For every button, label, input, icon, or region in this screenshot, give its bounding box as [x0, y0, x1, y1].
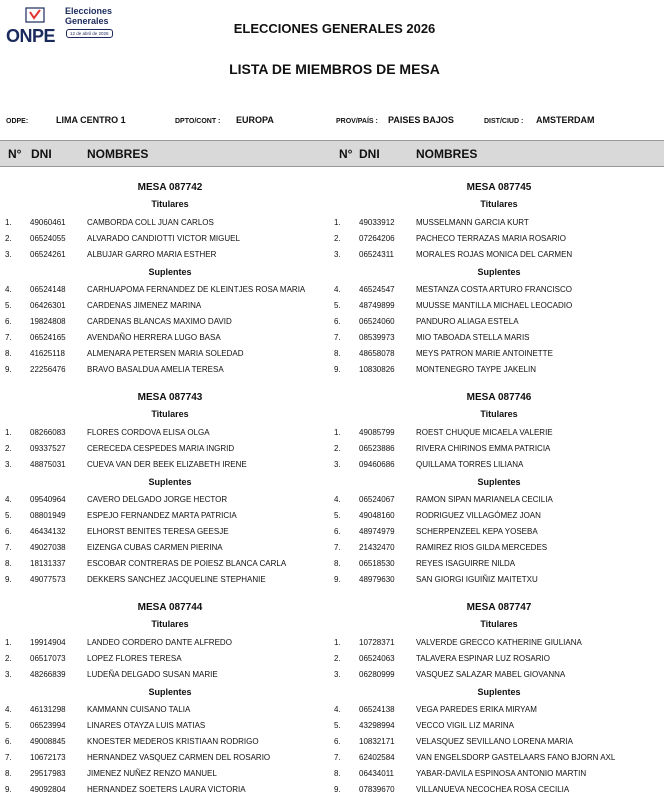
row-number: 2. [5, 654, 12, 663]
row-name: PACHECO TERRAZAS MARIA ROSARIO [416, 234, 566, 243]
row-name: LUDEÑA DELGADO SUSAN MARIE [87, 670, 218, 679]
col-no: N° [339, 147, 353, 161]
row-number: 8. [5, 349, 12, 358]
row-name: ALVARADO CANDIOTTI VICTOR MIGUEL [87, 234, 240, 243]
row-dni: 62402584 [359, 753, 395, 762]
row-name: ROEST CHUQUE MICAELA VALERIE [416, 428, 553, 437]
row-number: 2. [5, 234, 12, 243]
row-number: 3. [5, 250, 12, 259]
row-name: CARDENAS BLANCAS MAXIMO DAVID [87, 317, 232, 326]
meta-dist: DIST/CIUD : [484, 118, 524, 125]
row-dni: 22256476 [30, 365, 66, 374]
row-number: 9. [334, 365, 341, 374]
row-name: VILLANUEVA NECOCHEA ROSA CECILIA [416, 785, 570, 794]
row-number: 8. [5, 769, 12, 778]
row-name: REYES ISAGUIRRE NILDA [416, 559, 516, 568]
row-dni: 48875031 [30, 460, 66, 469]
col-dni: DNI [359, 147, 380, 161]
row-dni: 48974979 [359, 527, 395, 536]
row-dni: 06524148 [30, 285, 66, 294]
row-number: 9. [334, 785, 341, 794]
meta-dpto-value: EUROPA [236, 115, 274, 125]
col-nombres: NOMBRES [87, 147, 149, 161]
row-number: 4. [5, 285, 12, 294]
row-number: 5. [334, 721, 341, 730]
row-name: LINARES OTAYZA LUIS MATIAS [87, 721, 206, 730]
row-number: 3. [5, 460, 12, 469]
row-number: 5. [334, 301, 341, 310]
row-name: SAN GIORGI IGUIÑIZ MAITETXU [416, 575, 538, 584]
row-number: 8. [5, 559, 12, 568]
row-name: CERECEDA CESPEDES MARIA INGRID [87, 444, 235, 453]
row-dni: 49027038 [30, 543, 66, 552]
row-name: AVENDAÑO HERRERA LUGO BASA [87, 333, 221, 342]
row-name: CAVERO DELGADO JORGE HECTOR [87, 495, 228, 504]
row-dni: 49048160 [359, 511, 395, 520]
row-number: 2. [334, 234, 341, 243]
row-dni: 06518530 [359, 559, 395, 568]
row-dni: 09540964 [30, 495, 66, 504]
row-number: 2. [5, 444, 12, 453]
row-number: 6. [5, 317, 12, 326]
row-dni: 10832171 [359, 737, 395, 746]
row-dni: 46434132 [30, 527, 66, 536]
mesa-title: MESA 087745 [466, 182, 532, 193]
row-name: KAMMANN CUISANO TALIA [87, 705, 191, 714]
row-number: 1. [5, 428, 12, 437]
row-dni: 19824808 [30, 317, 66, 326]
row-dni: 06434011 [359, 769, 394, 778]
row-name: VALVERDE GRECCO KATHERINE GIULIANA [416, 638, 582, 647]
row-number: 6. [334, 737, 341, 746]
row-dni: 08539973 [359, 333, 395, 342]
suplentes-label: Suplentes [148, 687, 192, 697]
row-name: KNOESTER MEDEROS KRISTIAAN RODRIGO [87, 737, 259, 746]
row-name: CARHUAPOMA FERNANDEZ DE KLEINTJES ROSA MARIA [87, 285, 306, 294]
suplentes-label: Suplentes [148, 477, 192, 487]
row-name: VASQUEZ SALAZAR MABEL GIOVANNA [416, 670, 566, 679]
mesa-title: MESA 087744 [137, 602, 203, 613]
row-number: 6. [5, 737, 12, 746]
row-number: 2. [334, 654, 341, 663]
row-dni: 10728371 [359, 638, 395, 647]
row-number: 3. [334, 250, 341, 259]
row-name: MEYS PATRON MARIE ANTOINETTE [416, 349, 553, 358]
row-dni: 06426301 [30, 301, 66, 310]
row-name: CAMBORDA COLL JUAN CARLOS [87, 218, 214, 227]
row-name: QUILLAMA TORRES LILIANA [416, 460, 524, 469]
row-dni: 29517983 [30, 769, 66, 778]
row-number: 7. [334, 543, 341, 552]
page-subtitle: LISTA DE MIEMBROS DE MESA [229, 61, 440, 77]
row-number: 7. [5, 753, 12, 762]
row-dni: 49033912 [359, 218, 395, 227]
row-name: RIVERA CHIRINOS EMMA PATRICIA [416, 444, 551, 453]
row-dni: 06524063 [359, 654, 395, 663]
row-name: ELHORST BENITES TERESA GEESJE [87, 527, 229, 536]
titulares-label: Titulares [480, 619, 518, 629]
row-number: 9. [334, 575, 341, 584]
row-number: 1. [334, 428, 341, 437]
col-dni: DNI [31, 147, 52, 161]
meta-odpe: ODPE: [6, 118, 29, 125]
row-dni: 09460686 [359, 460, 395, 469]
row-number: 8. [334, 559, 341, 568]
meta-dpto: DPTO/CONT : [175, 118, 221, 125]
row-dni: 49060461 [30, 218, 66, 227]
row-number: 1. [5, 218, 12, 227]
row-dni: 06517073 [30, 654, 66, 663]
row-number: 1. [334, 638, 341, 647]
col-nombres: NOMBRES [416, 147, 478, 161]
row-number: 9. [5, 785, 12, 794]
row-dni: 10672173 [30, 753, 66, 762]
col-no: N° [8, 147, 22, 161]
brand-name: ONPE [6, 26, 56, 46]
row-dni: 43298994 [359, 721, 395, 730]
row-name: DEKKERS SANCHEZ JACQUELINE STEPHANIE [87, 575, 266, 584]
row-dni: 06524138 [359, 705, 395, 714]
row-name: YABAR-DAVILA ESPINOSA ANTONIO MARTIN [416, 769, 587, 778]
row-number: 7. [5, 333, 12, 342]
titulares-label: Titulares [151, 409, 189, 419]
row-dni: 48979630 [359, 575, 395, 584]
row-number: 6. [334, 527, 341, 536]
mesa-title: MESA 087747 [466, 602, 532, 613]
row-dni: 06524311 [359, 250, 394, 259]
row-number: 2. [334, 444, 341, 453]
row-dni: 08801949 [30, 511, 66, 520]
row-name: RAMIREZ RIOS GILDA MERCEDES [416, 543, 548, 552]
row-dni: 49092804 [30, 785, 66, 794]
meta-dist-value: AMSTERDAM [536, 115, 595, 125]
suplentes-label: Suplentes [148, 267, 192, 277]
row-number: 3. [334, 670, 341, 679]
mesa-title: MESA 087742 [137, 182, 203, 193]
titulares-label: Titulares [151, 619, 189, 629]
row-dni: 19914904 [30, 638, 66, 647]
row-dni: 07264206 [359, 234, 395, 243]
row-number: 4. [5, 495, 12, 504]
row-dni: 10830826 [359, 365, 395, 374]
row-name: VELASQUEZ SEVILLANO LORENA MARIA [416, 737, 573, 746]
row-dni: 06523886 [359, 444, 395, 453]
row-name: TALAVERA ESPINAR LUZ ROSARIO [416, 654, 550, 663]
row-number: 1. [5, 638, 12, 647]
page-title: ELECCIONES GENERALES 2026 [233, 21, 436, 36]
row-number: 4. [5, 705, 12, 714]
row-number: 7. [5, 543, 12, 552]
row-number: 7. [334, 753, 341, 762]
suplentes-label: Suplentes [477, 267, 521, 277]
row-name: ESPEJO FERNANDEZ MARTA PATRICIA [87, 511, 237, 520]
row-dni: 07839670 [359, 785, 395, 794]
row-name: ALBUJAR GARRO MARIA ESTHER [87, 250, 217, 259]
row-name: VECCO VIGIL LIZ MARINA [416, 721, 514, 730]
row-number: 5. [5, 301, 12, 310]
row-name: ESCOBAR CONTRERAS DE POIESZ BLANCA CARLA [87, 559, 287, 568]
row-name: CARDENAS JIMENEZ MARINA [87, 301, 202, 310]
row-name: MUUSSE MANTILLA MICHAEL LEOCADIO [416, 301, 573, 310]
row-name: MUSSELMANN GARCIA KURT [416, 218, 529, 227]
row-name: RODRIGUEZ VILLAGÓMEZ JOAN [416, 511, 541, 520]
row-dni: 09337527 [30, 444, 66, 453]
mesa-title: MESA 087743 [137, 392, 203, 403]
row-number: 1. [334, 218, 341, 227]
row-number: 5. [5, 511, 12, 520]
row-name: MIO TABOADA STELLA MARIS [416, 333, 530, 342]
row-name: LANDEO CORDERO DANTE ALFREDO [87, 638, 232, 647]
row-number: 8. [334, 349, 341, 358]
row-dni: 18131337 [30, 559, 66, 568]
row-name: JIMENEZ NUÑEZ RENZO MANUEL [87, 769, 217, 778]
row-dni: 06280999 [359, 670, 395, 679]
row-dni: 48749899 [359, 301, 395, 310]
logo-line1: Elecciones Generales [65, 6, 113, 26]
row-number: 5. [5, 721, 12, 730]
row-name: EIZENGA CUBAS CARMEN PIERINA [87, 543, 223, 552]
logo-date: 12 de abril de 2026 [66, 29, 113, 38]
suplentes-label: Suplentes [477, 687, 521, 697]
row-number: 6. [5, 527, 12, 536]
row-name: PANDURO ALIAGA ESTELA [416, 317, 519, 326]
row-number: 8. [334, 769, 341, 778]
row-dni: 06524067 [359, 495, 395, 504]
row-number: 9. [5, 575, 12, 584]
row-name: LOPEZ FLORES TERESA [87, 654, 182, 663]
row-dni: 21432470 [359, 543, 395, 552]
suplentes-label: Suplentes [477, 477, 521, 487]
row-number: 3. [5, 670, 12, 679]
row-dni: 48658078 [359, 349, 395, 358]
row-name: MESTANZA COSTA ARTURO FRANCISCO [416, 285, 573, 294]
row-dni: 49077573 [30, 575, 66, 584]
titulares-label: Titulares [480, 409, 518, 419]
row-number: 7. [334, 333, 341, 342]
titulares-label: Titulares [480, 199, 518, 209]
row-dni: 49008845 [30, 737, 66, 746]
row-name: SCHERPENZEEL KEPA YOSEBA [416, 527, 538, 536]
meta-prov: PROV/PAÍS : [336, 118, 378, 125]
row-name: MONTENEGRO TAYPE JAKELIN [416, 365, 537, 374]
mesa-title: MESA 087746 [466, 392, 532, 403]
row-dni: 49085799 [359, 428, 395, 437]
row-name: FLORES CORDOVA ELISA OLGA [87, 428, 210, 437]
row-dni: 08266083 [30, 428, 66, 437]
row-name: CUEVA VAN DER BEEK ELIZABETH IRENE [87, 460, 247, 469]
row-dni: 06523994 [30, 721, 66, 730]
row-number: 4. [334, 285, 341, 294]
row-dni: 06524261 [30, 250, 66, 259]
row-name: RAMON SIPAN MARIANELA CECILIA [416, 495, 553, 504]
row-number: 3. [334, 460, 341, 469]
row-number: 4. [334, 495, 341, 504]
row-dni: 06524060 [359, 317, 395, 326]
row-dni: 06524165 [30, 333, 66, 342]
column-header [0, 140, 664, 167]
titulares-label: Titulares [151, 199, 189, 209]
row-number: 4. [334, 705, 341, 714]
row-dni: 06524055 [30, 234, 66, 243]
row-number: 5. [334, 511, 341, 520]
row-name: MORALES ROJAS MONICA DEL CARMEN [416, 250, 573, 259]
row-name: VEGA PAREDES ERIKA MIRYAM [416, 705, 537, 714]
row-number: 9. [5, 365, 12, 374]
row-name: VAN ENGELSDORP GASTELAARS FANO BJORN AXL [416, 753, 616, 762]
row-dni: 41625118 [30, 349, 65, 358]
row-name: ALMENARA PETERSEN MARIA SOLEDAD [87, 349, 244, 358]
row-name: HERNANDEZ SOETERS LAURA VICTORIA [87, 785, 246, 794]
row-dni: 46524547 [359, 285, 395, 294]
row-number: 6. [334, 317, 341, 326]
row-name: HERNANDEZ VASQUEZ CARMEN DEL ROSARIO [87, 753, 271, 762]
meta-odpe-value: LIMA CENTRO 1 [56, 115, 126, 125]
row-name: BRAVO BASALDUA AMELIA TERESA [87, 365, 224, 374]
row-dni: 46131298 [30, 705, 66, 714]
meta-prov-value: PAISES BAJOS [388, 115, 454, 125]
row-dni: 48266839 [30, 670, 66, 679]
